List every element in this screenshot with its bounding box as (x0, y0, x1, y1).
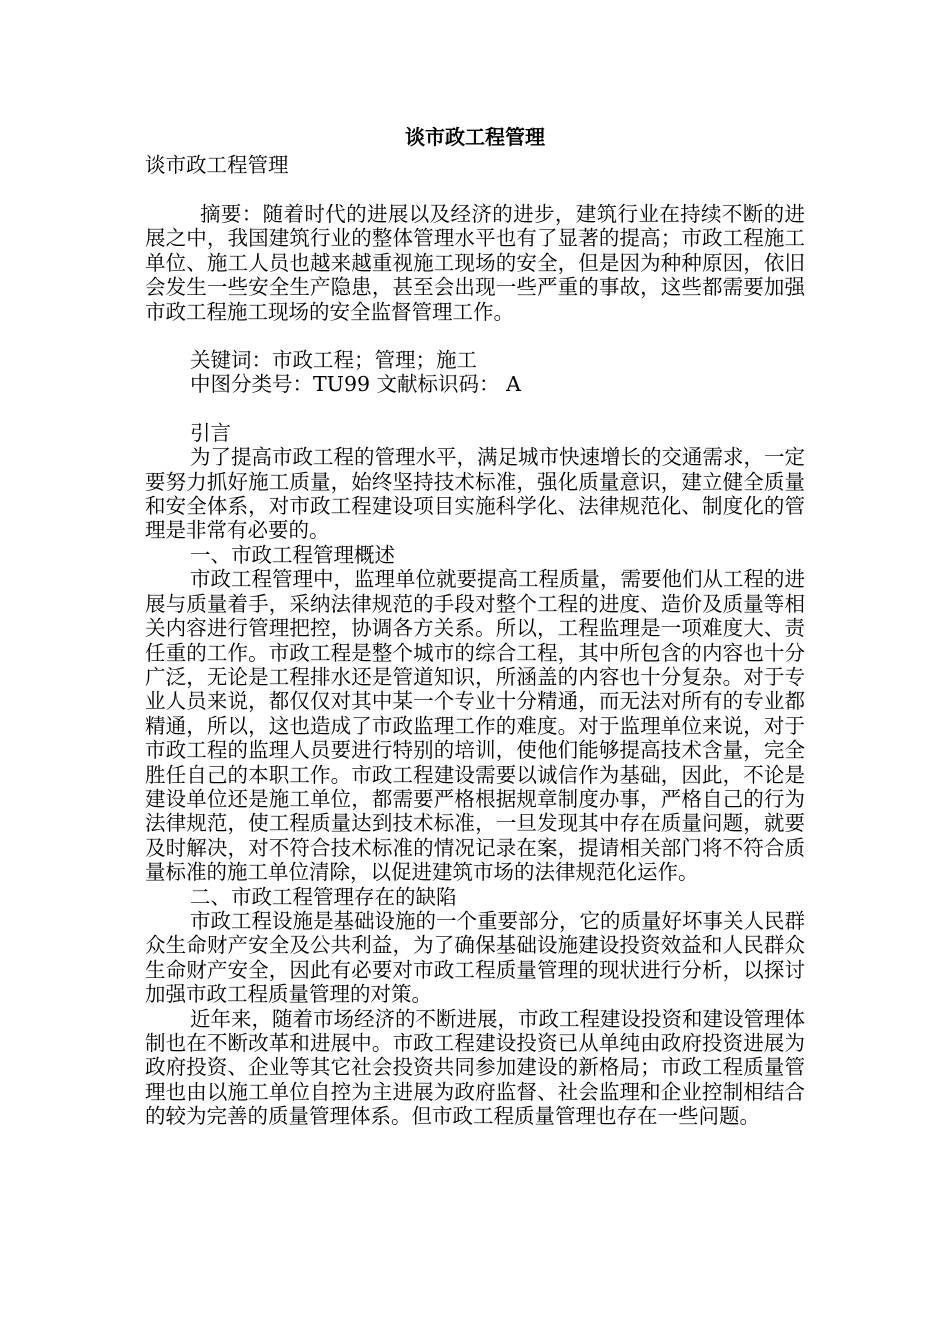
section1-heading: 一、市政工程管理概述 (190, 542, 395, 567)
intro-paragraph: 为了提高市政工程的管理水平，满足城市快速增长的交通需求，一定要努力抓好施工质量，始终坚持技术标准，强化质量意识，建立健全质量和安全体系，对市政工程建设项目实施科学化、法律规范化、制度化的管理是非常有必要的。 (145, 445, 805, 543)
abstract-paragraph: 摘要：随着时代的进展以及经济的进步，建筑行业在持续不断的进展之中，我国建筑行业的整体管理水平也有了显著的提高；市政工程施工单位、施工人员也越来越重视施工现场的安全，但是因为种种原因，依旧会发生一些安全生产隐患，甚至会出现一些严重的事故，这些都需要加强市政工程施工现场的安全监督管理工作。 (145, 202, 805, 324)
spacer (145, 178, 805, 202)
section2-paragraph-1: 市政工程设施是基础设施的一个重要部分，它的质量好坏事关人民群众生命财产安全及公共利益，为了确保基础设施建设投资效益和人民群众生命财产安全，因此有必要对市政工程质量管理的现状进行分析，以探讨加强市政工程质量管理的对策。 (145, 908, 805, 1007)
spacer (145, 397, 805, 421)
section2-paragraph-2: 近年来，随着市场经济的不断进展，市政工程建设投资和建设管理体制也在不断改革和进展中。市政工程建设投资已从单纯由政府投资进展为政府投资、企业等其它社会投资共同参加建设的新格局；市政工程质量管理也由以施工单位自控为主进展为政府监督、社会监理和企业控制相结合的较为完善的质量管理体系。但市政工程质量管理也存在一些问题。 (145, 1006, 805, 1129)
section2-heading: 二、市政工程管理存在的缺陷 (190, 884, 457, 909)
classification-line: 中图分类号：TU99 文献标识码： A (190, 372, 521, 397)
intro-heading: 引言 (190, 420, 231, 445)
keywords-line: 关键词：市政工程；管理；施工 (190, 348, 477, 373)
document-subtitle: 谈市政工程管理 (145, 153, 289, 177)
document-page (145, 122, 805, 1129)
document-title: 谈市政工程管理 (405, 125, 545, 149)
section1-paragraph: 市政工程管理中，监理单位就要提高工程质量，需要他们从工程的进展与质量着手，采纳法律规范的手段对整个工程的进度、造价及质量等相关内容进行管理把控，协调各方关系。所以，工程监理是一项难度大、责任重的工作。市政工程是整个城市的综合工程，其中所包含的内容也十分广泛，无论是工程排水还是管道知识，所涵盖的内容也十分复杂。对于专业人员来说，都仅仅对其中某一个专业十分精通，而无法对所有的专业都精通，所以，这也造成了市政监理工作的难度。对于监理单位来说，对于市政工程的监理人员要进行特别的培训，使他们能够提高技术含量，完全胜任自己的本职工作。市政工程建设需要以诚信作为基础，因此，不论是建设单位还是施工单位，都需要严格根据规章制度办事，严格自己的行为法律规范，使工程质量达到技术标准，一旦发现其中存在质量问题，就要及时解决，对不符合技术标准的情况记录在案，提请相关部门将不符合质量标准的施工单位清除，以促进建筑市场的法律规范化运作。 (145, 567, 805, 885)
spacer (145, 324, 805, 348)
